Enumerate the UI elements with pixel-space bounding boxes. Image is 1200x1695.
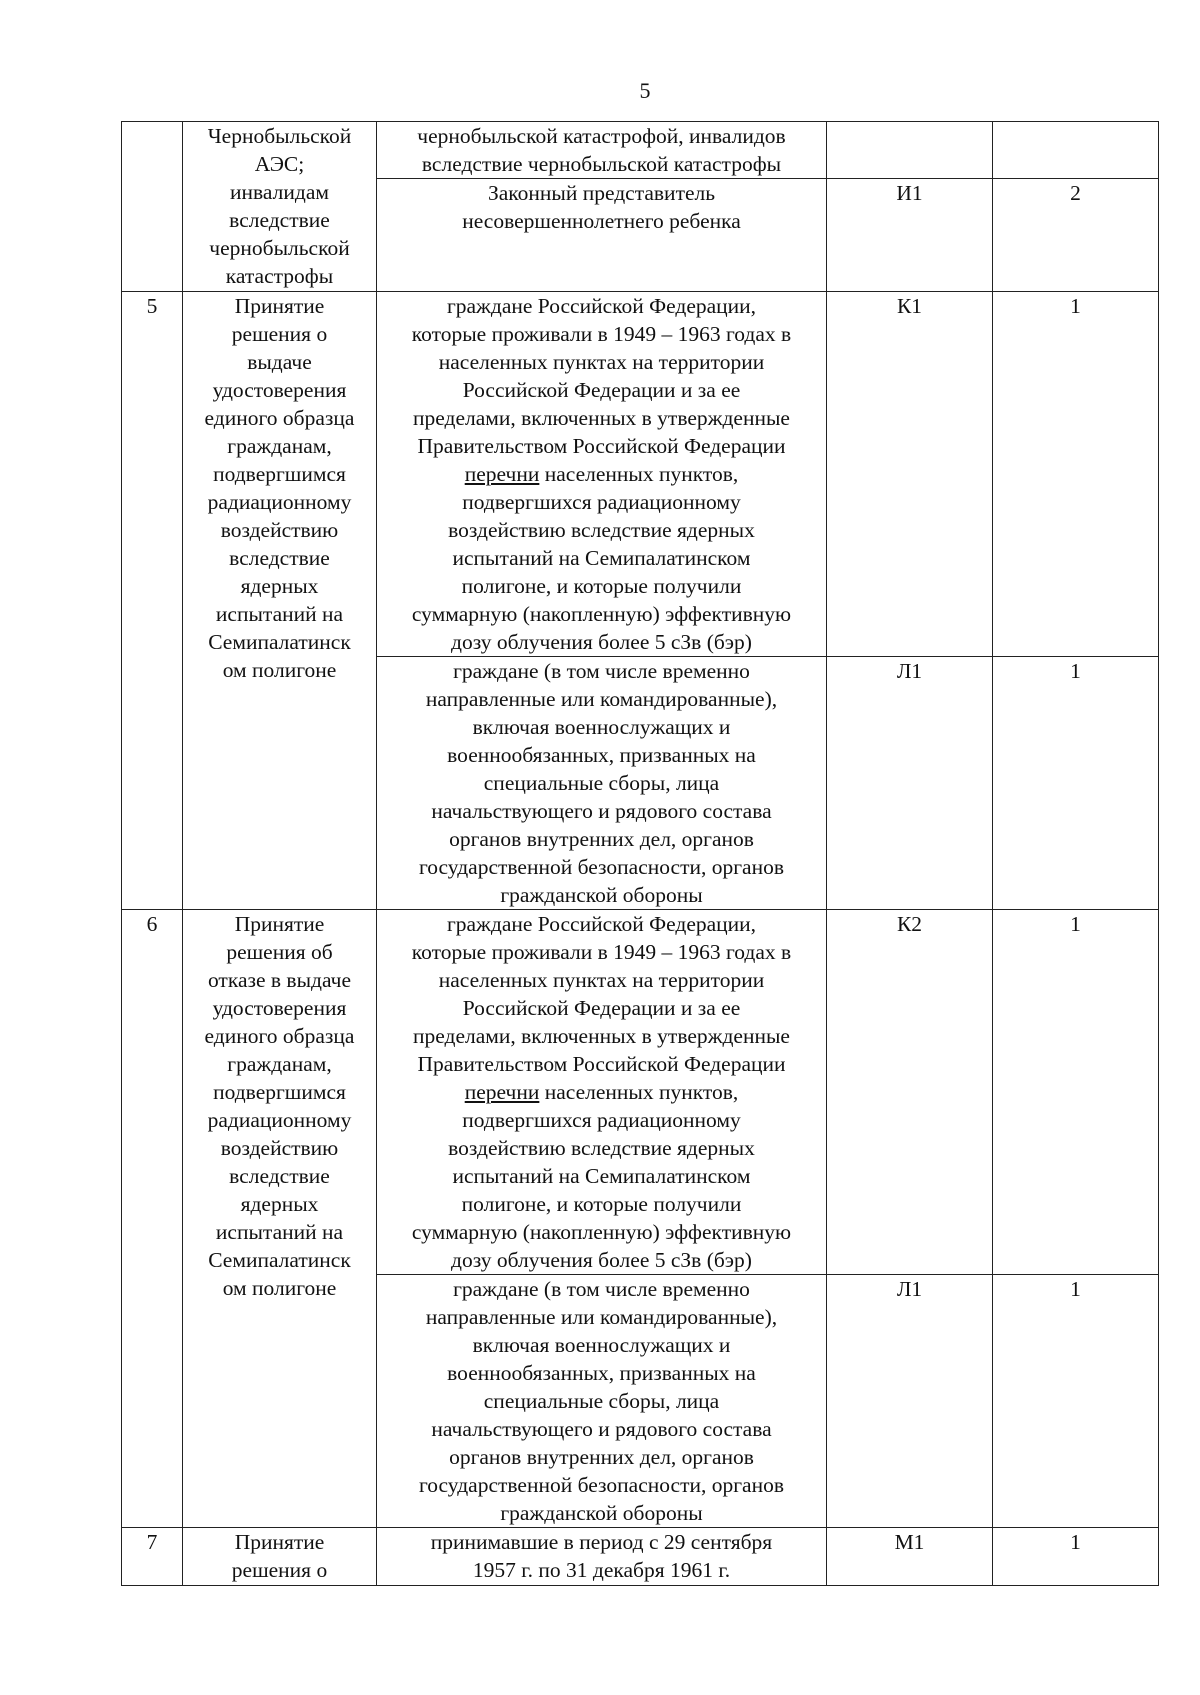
count-cell: 1: [993, 1528, 1159, 1586]
code-cell: Л1: [827, 657, 993, 910]
category-text: населенных пунктов, подвергшихся радиационному воздействию вследствие ядерных испытаний на Семипалатинском полигоне, и которые получили суммарную (накопленную) эффективную дозу облучения более 5 сЗв (бэр): [411, 462, 792, 654]
page-number: 5: [639, 78, 651, 103]
service-name-cell: Принятие решения о выдаче удостоверения единого образца гражданам, подвергшимся радиационному воздействию вследствие ядерных испытаний на Семипалатинск ом полигоне: [183, 292, 377, 910]
count-cell: [993, 122, 1159, 179]
code-cell: Л1: [827, 1275, 993, 1528]
category-text: граждане Российской Федерации, которые проживали в 1949 – 1963 годах в населенных пунктах на территории Российской Федерации и за ее пределами, включенных в утвержденные Правительством Российской Федерации: [411, 294, 792, 458]
row-number-cell: 5: [122, 292, 183, 910]
count-cell: 1: [993, 1275, 1159, 1528]
table-row: [122, 122, 1159, 179]
perechni-link[interactable]: перечни: [464, 462, 540, 486]
count-cell: 1: [993, 657, 1159, 910]
table-row: [122, 910, 1159, 1275]
code-cell: М1: [827, 1528, 993, 1586]
category-text: населенных пунктов, подвергшихся радиационному воздействию вследствие ядерных испытаний на Семипалатинском полигоне, и которые получили суммарную (накопленную) эффективную дозу облучения более 5 сЗв (бэр): [411, 1080, 792, 1272]
service-name-cell: Принятие решения об отказе в выдаче удостоверения единого образца гражданам, подвергшимся радиационному воздействию вследствие ядерных испытаний на Семипалатинск ом полигоне: [183, 910, 377, 1528]
count-cell: 2: [993, 179, 1159, 292]
category-cell: принимавшие в период с 29 сентября 1957 г. по 31 декабря 1961 г.: [377, 1528, 827, 1586]
category-cell: [377, 292, 827, 657]
perechni-link[interactable]: перечни: [464, 1080, 540, 1104]
category-text: граждане Российской Федерации, которые проживали в 1949 – 1963 годах в населенных пунктах на территории Российской Федерации и за ее пределами, включенных в утвержденные Правительством Российской Федерации: [411, 912, 792, 1076]
row-number-cell: [122, 122, 183, 292]
category-cell: чернобыльской катастрофой, инвалидов вследствие чернобыльской катастрофы: [377, 122, 827, 179]
category-cell: [377, 910, 827, 1275]
row-number-cell: 7: [122, 1528, 183, 1586]
code-cell: [827, 122, 993, 179]
service-name-cell: Чернобыльской АЭС; инвалидам вследствие чернобыльской катастрофы: [183, 122, 377, 292]
row-number-cell: 6: [122, 910, 183, 1528]
table-row: [122, 1528, 1159, 1586]
service-name-cell: Принятие решения о: [183, 1528, 377, 1586]
count-cell: 1: [993, 292, 1159, 657]
services-table: [121, 121, 1159, 1586]
code-cell: К2: [827, 910, 993, 1275]
code-cell: К1: [827, 292, 993, 657]
table-row: [122, 292, 1159, 657]
category-cell: Законный представитель несовершеннолетнего ребенка: [377, 179, 827, 292]
category-cell: граждане (в том числе временно направленные или командированные), включая военнослужащих и военнообязанных, призванных на специальные сборы, лица начальствующего и рядового состава органов внутренних дел, органов государственной безопасности, органов гражданской обороны: [377, 1275, 827, 1528]
count-cell: 1: [993, 910, 1159, 1275]
category-cell: граждане (в том числе временно направленные или командированные), включая военнослужащих и военнообязанных, призванных на специальные сборы, лица начальствующего и рядового состава органов внутренних дел, органов государственной безопасности, органов гражданской обороны: [377, 657, 827, 910]
code-cell: И1: [827, 179, 993, 292]
